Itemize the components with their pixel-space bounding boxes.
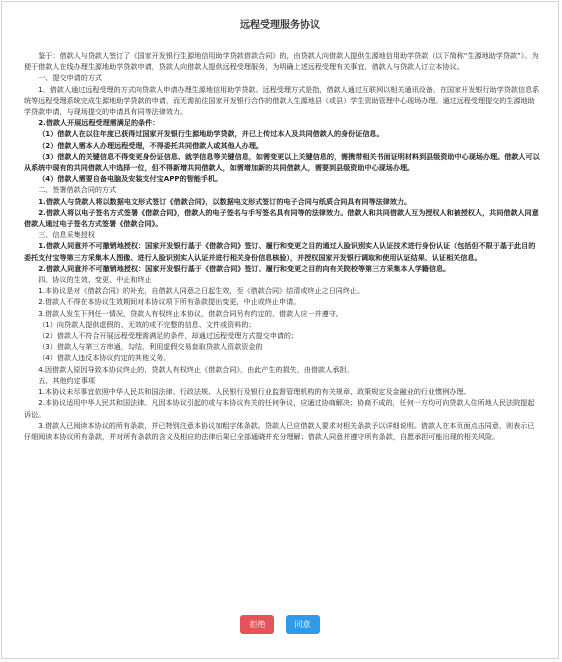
agreement-dialog bbox=[1, 1, 559, 659]
agreement-paragraph: （2）借款人不符合开展远程受理需满足的条件，却通过远程受理方式提交申请的； bbox=[38, 331, 299, 341]
agreement-paragraph: 3.借款人已阅读本协议的所有条款，并已特别注意本协议加粗字体条款。贷款人已应借款人要求对相关条款予以详细说明。借款人在本页面点击同意，则表示已仔细阅读本协议所有条款，并对所有条款的含义及相应的法律后果已全部通晓并充分理解；借款人同意并遵守所有条款，自愿承担可能出现的相关风险。 bbox=[24, 420, 535, 441]
agreement-paragraph: 3.借款人发生下列任一情况，贷款人有权终止本协议，借款合同另有约定的，借款人应一并遵守。 bbox=[38, 308, 343, 318]
agreement-paragraph: 1.本协议未尽事宜依照中华人民共和国法律、行政法规、人民银行及银行业监督管理机构的有关规章、政策规定及金融业的行业惯例办理。 bbox=[38, 387, 471, 397]
agreement-body[interactable] bbox=[24, 50, 540, 442]
agreement-paragraph: （1）向贷款人提供虚假的、无效的或不完整的信息、文件或资料的； bbox=[38, 319, 256, 329]
agreement-paragraph: 4.因借款人原因导致本协议终止的，贷款人有权终止《借款合同》，由此产生的损失，由借款人承担。 bbox=[38, 364, 354, 374]
agreement-paragraph: 2.借款人同意并不可撤销地授权：国家开发银行基于《借款合同》签订、履行和变更之目的向有关院校等第三方采集本人学籍信息。 bbox=[38, 263, 451, 273]
agreement-paragraph: 2.借款人将以电子签名方式签署《借款合同》，借款人的电子签名与手写签名具有同等的法律效力。借款人和共同借款人互为授权人和被授权人，共同借款人同意借款人通过电子签名方式签署《借款合同》。 bbox=[24, 207, 539, 229]
reject-button[interactable]: 拒绝 bbox=[240, 615, 274, 634]
agreement-paragraph: 1．借款人通过远程受理的方式向贷款人申请办理生源地信用助学贷款。远程受理方式是指，借款人通过互联网以相关通讯设备，在国家开发银行助学贷款信息系统等远程受理系统完成生源地助学贷款的申请，而无需前往国家开发银行合作的借款人生源地县（或县）学生资助管理中心现场办理。通过远程受理提交的生源地助学贷款申请，与现场提交的申请具有同等法律效力。 bbox=[24, 84, 540, 117]
agreement-paragraph: 2.本协议适用中华人民共和国法律。凡因本协议引起的或与本协议有关的任何争议，应通过协商解决；协商不成的，任何一方均可向贷款人住所地人民法院提起诉讼。 bbox=[24, 398, 535, 419]
dialog-footer bbox=[2, 612, 558, 634]
agreement-paragraph: （4）借款人需要自备电脑及安装支付宝APP的智能手机。 bbox=[38, 174, 223, 184]
agreement-paragraph: 2.借款人开展远程受理需满足的条件： bbox=[38, 118, 160, 128]
agreement-paragraph: 三、信息采集授权 bbox=[38, 230, 95, 240]
agreement-paragraph: 四、协议的生效、变更、中止和终止 bbox=[38, 275, 152, 285]
agreement-paragraph: 鉴于：借款人与贷款人签订了《国家开发银行生源地信用助学贷款借款合同》的，由贷款人向借款人提供生源地信用助学贷款（以下简称“生源地助学贷款”）。为便于借款人在线办理生源地助学贷款申请，贷款人向借款人提供远程受理服务，为明确上述远程受理有关事宜，借款人与贷款人订立本协议。 bbox=[24, 51, 539, 72]
dialog-title: 远程受理服务协议 bbox=[240, 20, 320, 31]
agreement-paragraph: 二、签署借款合同的方式 bbox=[38, 185, 117, 195]
agreement-paragraph: 2.借款人不得在本协议生效期间对本协议项下所有条款提出变更，中止或终止申请。 bbox=[38, 297, 301, 307]
agreement-paragraph: （2）借款人需本人办理远程受理，不得委托共同借款人或其他人办理。 bbox=[38, 140, 264, 150]
agreement-paragraph: （4）借款人违反本协议约定的其他义务。 bbox=[38, 353, 171, 363]
agree-button[interactable]: 同意 bbox=[286, 615, 320, 634]
agreement-paragraph: 一、提交申请的方式 bbox=[38, 73, 103, 83]
agreement-paragraph: 1.借款人同意并不可撤销地授权：国家开发银行基于《借款合同》签订、履行和变更之目的通过人脸识别实人认证技术进行身份认证（包括但不限于基于此目的委托支付宝等第三方采集本人图像、进行人脸识别实人认证并进行相关身份信息核验），并授权国家开发银行调取和使用认证结果、认证相关信息。 bbox=[24, 241, 536, 262]
agreement-paragraph: 五、其他约定事项 bbox=[38, 375, 95, 385]
agreement-paragraph: 1.本协议是对《借款合同》的补充，自借款人同意之日起生效，至《借款合同》结清或终止之日同终止。 bbox=[38, 286, 365, 296]
agreement-paragraph: （3）借款人的关键信息不得变更身份证信息、就学信息等关键信息，如需变更以上关键信息的，需携带相关书面证明材料到县级资助中心现场办理。借款人可以从系统中现有的共同借款人中选择一位，但不得新增共同借款人，如需增加新的共同借款人，需要到县级资助中心现场办理。 bbox=[24, 151, 540, 173]
agreement-paragraph: （1）借款人在以往年度已获得过国家开发银行生源地助学贷款，并已上传过本人及共同借款人的身份证信息。 bbox=[38, 129, 384, 139]
agreement-paragraph: （3）借款人与第三方串通，勾结，利用虚假交易套取贷款人资款资金的 bbox=[38, 342, 263, 352]
agreement-paragraph: 1.借款人与贷款人将以数据电文形式签订《借款合同》，以数据电文形式签订的电子合同与纸质合同具有同等法律效力。 bbox=[38, 196, 412, 206]
